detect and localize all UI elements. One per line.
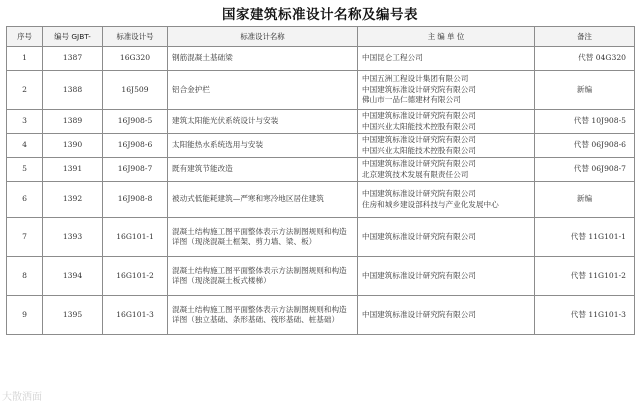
cell-no: 7 bbox=[7, 218, 43, 257]
cell-note: 代替 11G101-2 bbox=[535, 257, 635, 296]
cell-name: 铝合金护栏 bbox=[168, 71, 358, 110]
cell-note: 代替 11G101-1 bbox=[535, 218, 635, 257]
cell-code: 16J509 bbox=[103, 71, 168, 110]
cell-note: 新编 bbox=[535, 71, 635, 110]
header-no: 序号 bbox=[7, 27, 43, 47]
cell-gjbt: 1391 bbox=[43, 158, 103, 182]
header-unit: 主 编 单 位 bbox=[358, 27, 535, 47]
cell-code: 16J908-6 bbox=[103, 134, 168, 158]
cell-code: 16J908-7 bbox=[103, 158, 168, 182]
table-row bbox=[7, 158, 635, 182]
cell-unit bbox=[358, 257, 535, 296]
cell-gjbt: 1394 bbox=[43, 257, 103, 296]
unit-line: 中国建筑标准设计研究院有限公司 bbox=[362, 84, 476, 94]
cell-name: 混凝土结构施工图平面整体表示方法制图规则和构造详图（独立基础、条形基础、筏形基础、桩基础） bbox=[168, 296, 358, 335]
unit-line: 中国兴业太阳能技术控股有限公司 bbox=[362, 145, 476, 155]
unit-line: 中国建筑标准设计研究院有限公司 bbox=[362, 231, 476, 241]
table-row bbox=[7, 71, 635, 110]
standards-table bbox=[6, 26, 635, 335]
watermark: 大散洒面 bbox=[2, 392, 42, 403]
table-row bbox=[7, 182, 635, 218]
cell-no: 9 bbox=[7, 296, 43, 335]
cell-unit bbox=[358, 47, 535, 71]
unit-line: 中国兴业太阳能技术控股有限公司 bbox=[362, 121, 476, 131]
cell-code: 16G101-3 bbox=[103, 296, 168, 335]
unit-line: 中国昆仑工程公司 bbox=[362, 53, 423, 63]
cell-no: 2 bbox=[7, 71, 43, 110]
cell-name: 钢筋混凝土基础梁 bbox=[168, 47, 358, 71]
header-name: 标准设计名称 bbox=[168, 27, 358, 47]
cell-no: 8 bbox=[7, 257, 43, 296]
cell-unit bbox=[358, 158, 535, 182]
cell-gjbt: 1395 bbox=[43, 296, 103, 335]
unit-line: 住房和城乡建设部科技与产业化发展中心 bbox=[362, 199, 499, 209]
cell-gjbt: 1393 bbox=[43, 218, 103, 257]
cell-unit bbox=[358, 182, 535, 218]
unit-line: 中国建筑标准设计研究院有限公司 bbox=[362, 270, 476, 280]
cell-gjbt: 1387 bbox=[43, 47, 103, 71]
table-row bbox=[7, 134, 635, 158]
cell-name: 太阳能热水系统选用与安装 bbox=[168, 134, 358, 158]
cell-name: 被动式低能耗建筑—严寒和寒冷地区居住建筑 bbox=[168, 182, 358, 218]
page-title: 国家建筑标准设计名称及编号表 bbox=[222, 7, 418, 23]
cell-gjbt: 1388 bbox=[43, 71, 103, 110]
cell-note: 新编 bbox=[535, 182, 635, 218]
cell-code: 16G101-1 bbox=[103, 218, 168, 257]
cell-gjbt: 1390 bbox=[43, 134, 103, 158]
cell-unit bbox=[358, 296, 535, 335]
cell-unit bbox=[358, 218, 535, 257]
cell-note: 代替 04G320 bbox=[535, 47, 635, 71]
cell-gjbt: 1389 bbox=[43, 110, 103, 134]
cell-unit bbox=[358, 71, 535, 110]
cell-no: 1 bbox=[7, 47, 43, 71]
table-row bbox=[7, 218, 635, 257]
unit-line: 中国建筑标准设计研究院有限公司 bbox=[362, 309, 476, 319]
unit-line: 中国建筑标准设计研究院有限公司 bbox=[362, 111, 476, 120]
unit-line: 中国建筑标准设计研究院有限公司 bbox=[362, 189, 476, 198]
table-row bbox=[7, 110, 635, 134]
table-row bbox=[7, 47, 635, 71]
unit-line: 北京建筑技术发展有限责任公司 bbox=[362, 169, 469, 179]
cell-gjbt: 1392 bbox=[43, 182, 103, 218]
cell-no: 5 bbox=[7, 158, 43, 182]
cell-code: 16J908-5 bbox=[103, 110, 168, 134]
header-note: 备注 bbox=[535, 27, 635, 47]
cell-name: 混凝土结构施工图平面整体表示方法制图规则和构造详图（现浇混凝土板式楼梯） bbox=[168, 257, 358, 296]
cell-note: 代替 10J908-5 bbox=[535, 110, 635, 134]
cell-code: 16J908-8 bbox=[103, 182, 168, 218]
cell-note: 代替 11G101-3 bbox=[535, 296, 635, 335]
header-code: 标准设计号 bbox=[103, 27, 168, 47]
header-row bbox=[7, 27, 635, 47]
header-gjbt: 编号 GJBT- bbox=[43, 27, 103, 47]
unit-line: 中国五洲工程设计集团有限公司 bbox=[362, 74, 469, 84]
cell-no: 3 bbox=[7, 110, 43, 134]
cell-no: 6 bbox=[7, 182, 43, 218]
table-row bbox=[7, 296, 635, 335]
cell-note: 代替 06J908-7 bbox=[535, 158, 635, 182]
cell-name: 建筑太阳能光伏系统设计与安装 bbox=[168, 110, 358, 134]
cell-name: 混凝土结构施工图平面整体表示方法制图规则和构造详图（现浇混凝土框架、剪力墙、梁、板） bbox=[168, 218, 358, 257]
cell-unit bbox=[358, 110, 535, 134]
cell-no: 4 bbox=[7, 134, 43, 158]
cell-unit bbox=[358, 134, 535, 158]
unit-line: 中国建筑标准设计研究院有限公司 bbox=[362, 135, 476, 144]
unit-line: 中国建筑标准设计研究院有限公司 bbox=[362, 159, 476, 168]
cell-code: 16G320 bbox=[103, 47, 168, 71]
table-row bbox=[7, 257, 635, 296]
cell-note: 代替 06J908-6 bbox=[535, 134, 635, 158]
cell-code: 16G101-2 bbox=[103, 257, 168, 296]
unit-line: 佛山市一品仁德建材有限公司 bbox=[362, 95, 461, 105]
cell-name: 既有建筑节能改造 bbox=[168, 158, 358, 182]
